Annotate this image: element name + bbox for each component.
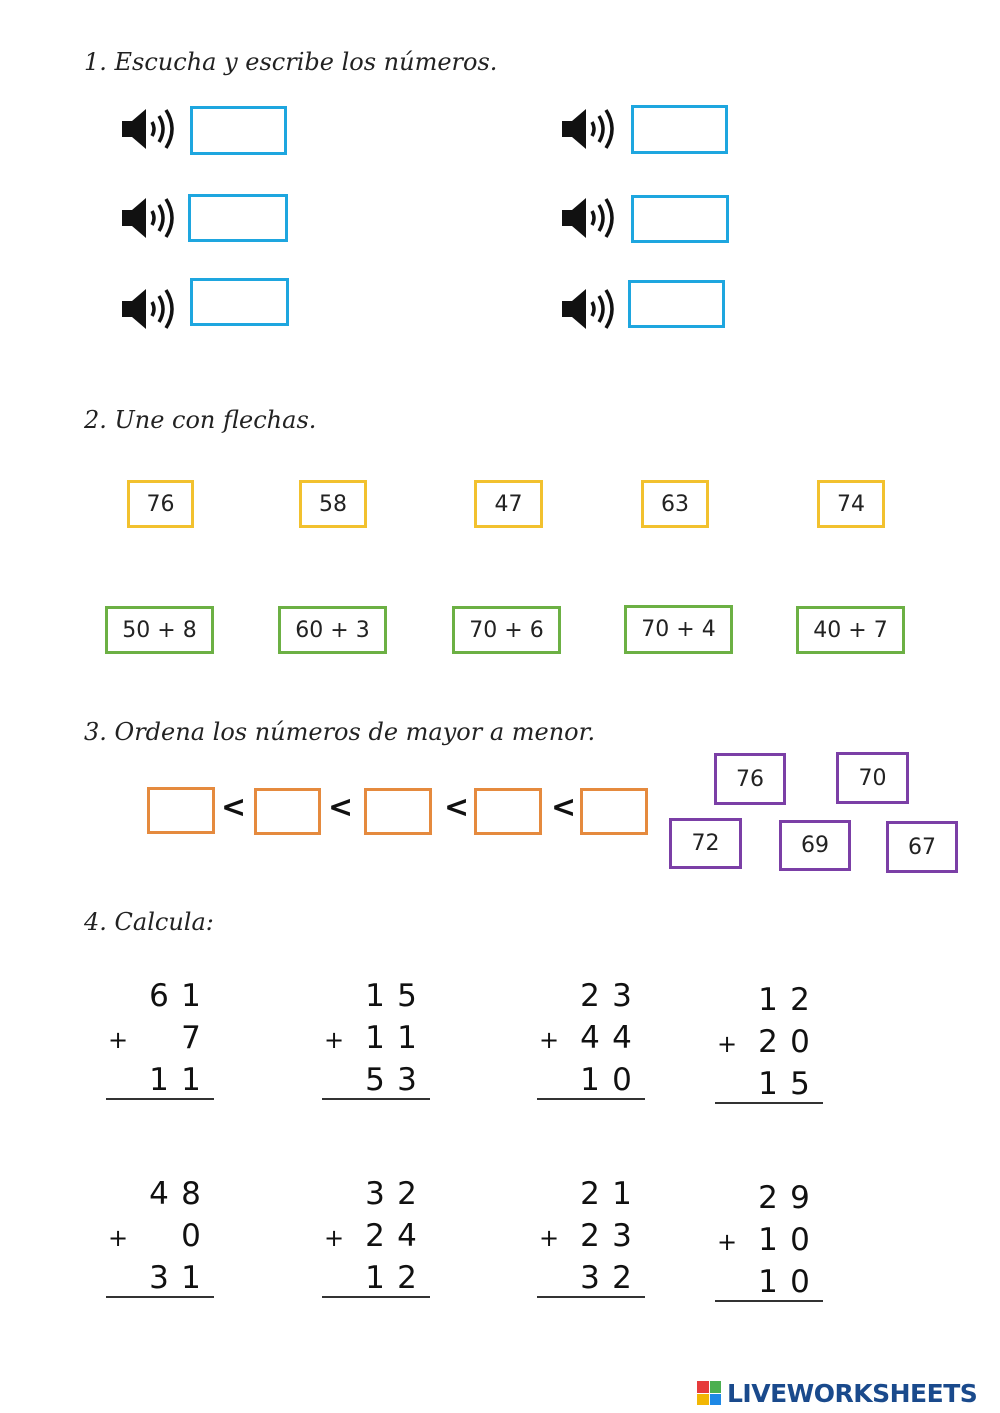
less-than-sign: < (551, 790, 577, 825)
digit: 1 (365, 1260, 385, 1296)
digit: 1 (365, 1020, 385, 1056)
digit: 5 (397, 978, 417, 1014)
digit: 2 (758, 1180, 778, 1216)
digit: 3 (397, 1062, 417, 1098)
speaker-icon[interactable] (120, 194, 178, 242)
match-number[interactable]: 63 (641, 480, 709, 528)
digit: 3 (365, 1176, 385, 1212)
digit: 0 (790, 1222, 810, 1258)
addition-problem (715, 982, 825, 1132)
sum-line (322, 1098, 430, 1100)
digit: 1 (365, 978, 385, 1014)
liveworksheets-icon (697, 1381, 721, 1405)
order-number[interactable]: 70 (836, 752, 909, 804)
order-number[interactable]: 69 (779, 820, 851, 871)
listen-answer-2[interactable] (631, 105, 728, 154)
order-number[interactable]: 67 (886, 821, 958, 873)
addition-problem (715, 1180, 825, 1330)
digit: 2 (397, 1260, 417, 1296)
digit: 8 (181, 1176, 201, 1212)
digit: 2 (580, 1218, 600, 1254)
match-number[interactable]: 76 (127, 480, 194, 528)
plus-sign: + (108, 1224, 129, 1252)
digit: 3 (580, 1260, 600, 1296)
listen-answer-3[interactable] (188, 194, 288, 242)
plus-sign: + (324, 1026, 345, 1054)
digit: 4 (149, 1176, 169, 1212)
match-expression[interactable]: 40 + 7 (796, 606, 905, 654)
digit: 1 (181, 1062, 201, 1098)
plus-sign: + (717, 1228, 738, 1256)
addition-problem (322, 978, 432, 1128)
addition-problem (537, 1176, 647, 1326)
plus-sign: + (324, 1224, 345, 1252)
digit: 1 (149, 1062, 169, 1098)
match-expression[interactable]: 60 + 3 (278, 606, 387, 654)
digit: 1 (580, 1062, 600, 1098)
digit: 1 (758, 1264, 778, 1300)
listen-answer-4[interactable] (631, 195, 729, 243)
addition-problem (106, 1176, 216, 1326)
order-slot-3[interactable] (364, 788, 432, 835)
plus-sign: + (539, 1224, 560, 1252)
speaker-icon[interactable] (560, 285, 618, 333)
sum-line (106, 1098, 214, 1100)
sum-line (322, 1296, 430, 1298)
order-number[interactable]: 76 (714, 753, 786, 805)
match-expression[interactable]: 70 + 4 (624, 605, 733, 654)
less-than-sign: < (328, 790, 354, 825)
digit: 9 (790, 1180, 810, 1216)
digit: 2 (397, 1176, 417, 1212)
digit: 0 (790, 1024, 810, 1060)
exercise-1-title: 1. Escucha y escribe los números. (84, 48, 498, 76)
digit: 2 (580, 978, 600, 1014)
listen-answer-5[interactable] (190, 278, 289, 326)
match-number[interactable]: 58 (299, 480, 367, 528)
digit: 0 (181, 1218, 201, 1254)
digit: 0 (612, 1062, 632, 1098)
listen-answer-6[interactable] (628, 280, 725, 328)
digit: 3 (612, 978, 632, 1014)
match-expression[interactable]: 50 + 8 (105, 606, 214, 654)
less-than-sign: < (221, 790, 247, 825)
exercise-2-title: 2. Une con flechas. (84, 406, 317, 434)
exercise-3-title: 3. Ordena los números de mayor a menor. (84, 718, 596, 746)
digit: 2 (790, 982, 810, 1018)
digit: 1 (758, 1222, 778, 1258)
digit: 5 (365, 1062, 385, 1098)
digit: 3 (149, 1260, 169, 1296)
digit: 2 (365, 1218, 385, 1254)
plus-sign: + (539, 1026, 560, 1054)
sum-line (537, 1296, 645, 1298)
digit: 1 (181, 1260, 201, 1296)
brand-name: LIVEWORKSHEETS (727, 1378, 978, 1408)
order-slot-4[interactable] (474, 788, 542, 835)
match-number[interactable]: 47 (474, 480, 543, 528)
plus-sign: + (717, 1030, 738, 1058)
digit: 6 (149, 978, 169, 1014)
sum-line (537, 1098, 645, 1100)
addition-problem (537, 978, 647, 1128)
digit: 1 (612, 1176, 632, 1212)
digit: 4 (580, 1020, 600, 1056)
digit: 1 (758, 1066, 778, 1102)
speaker-icon[interactable] (560, 194, 618, 242)
sum-line (715, 1102, 823, 1104)
speaker-icon[interactable] (120, 285, 178, 333)
match-number[interactable]: 74 (817, 480, 885, 528)
digit: 2 (580, 1176, 600, 1212)
less-than-sign: < (444, 790, 470, 825)
order-slot-5[interactable] (580, 788, 648, 835)
order-number[interactable]: 72 (669, 818, 742, 869)
liveworksheets-logo[interactable] (697, 1377, 977, 1409)
digit: 1 (181, 978, 201, 1014)
addition-problem (322, 1176, 432, 1326)
order-slot-2[interactable] (254, 788, 321, 835)
digit: 4 (612, 1020, 632, 1056)
digit: 5 (790, 1066, 810, 1102)
listen-answer-1[interactable] (190, 106, 287, 155)
sum-line (715, 1300, 823, 1302)
digit: 7 (181, 1020, 201, 1056)
speaker-icon[interactable] (120, 105, 178, 153)
digit: 4 (397, 1218, 417, 1254)
digit: 0 (790, 1264, 810, 1300)
match-expression[interactable]: 70 + 6 (452, 606, 561, 654)
digit: 3 (612, 1218, 632, 1254)
sum-line (106, 1296, 214, 1298)
addition-problem (106, 978, 216, 1128)
digit: 2 (612, 1260, 632, 1296)
speaker-icon[interactable] (560, 105, 618, 153)
digit: 1 (397, 1020, 417, 1056)
digit: 2 (758, 1024, 778, 1060)
order-slot-1[interactable] (147, 787, 215, 834)
plus-sign: + (108, 1026, 129, 1054)
digit: 1 (758, 982, 778, 1018)
exercise-4-title: 4. Calcula: (84, 908, 214, 936)
